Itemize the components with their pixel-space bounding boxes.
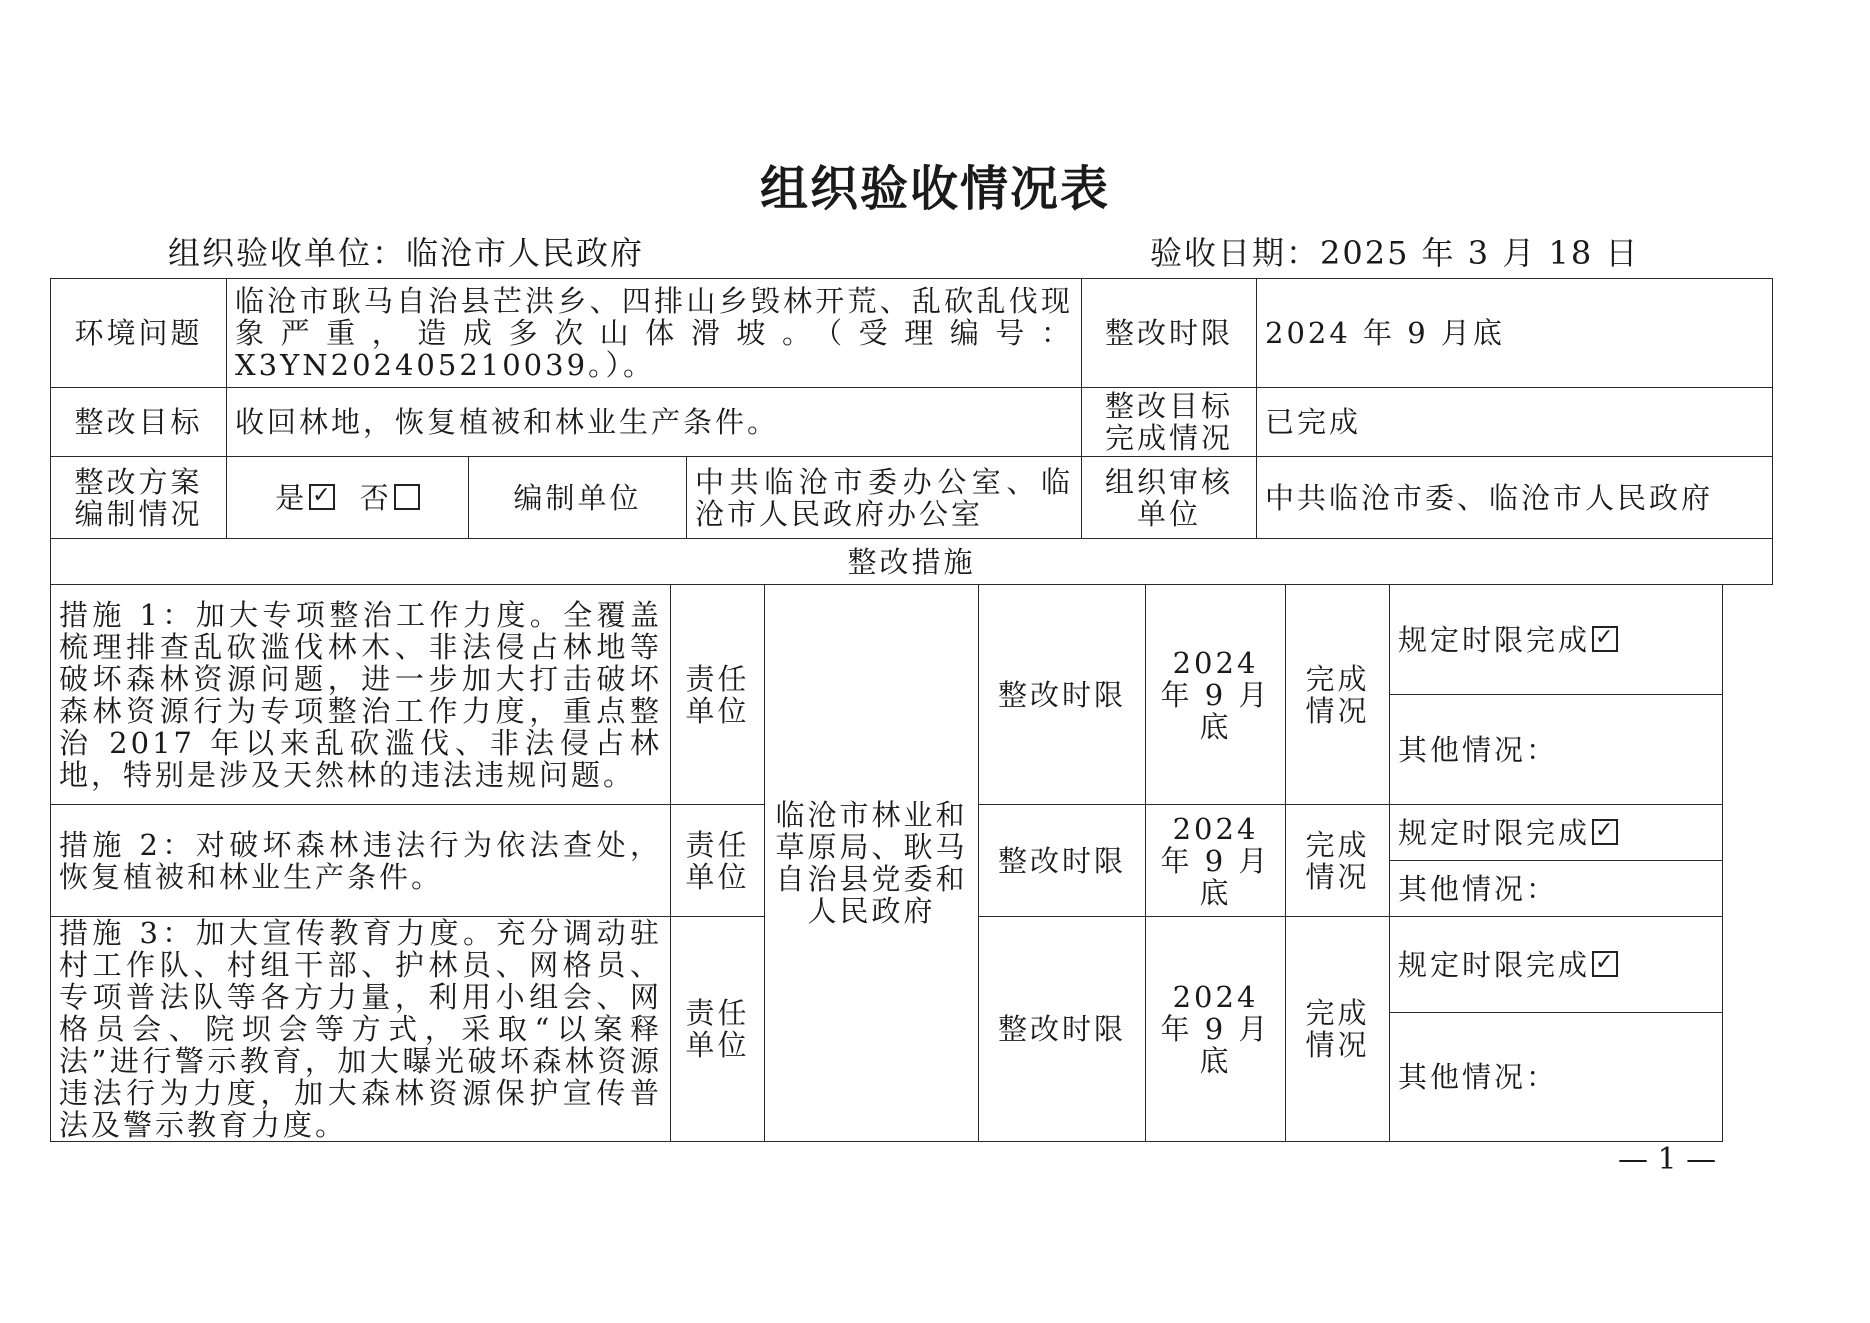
plan-org-label: 编制单位 — [469, 457, 687, 539]
acceptance-date: 验收日期：2025 年 3 月 18 日 — [1150, 234, 1640, 272]
plan-yes-label: 是 — [275, 480, 308, 515]
measure-resp-label: 责任单位 — [671, 585, 765, 805]
measure-text: 措施 2：对破坏森林违法行为依法查处，恢复植被和林业生产条件。 — [51, 805, 671, 917]
on-time-label: 规定时限完成 — [1398, 622, 1591, 657]
responsible-unit: 临沧市林业和草原局、耿马自治县党委和人民政府 — [765, 585, 979, 1142]
measure-text: 措施 1：加大专项整治工作力度。全覆盖梳理排查乱砍滥伐林木、非法侵占林地等破坏森林资源问题，进一步加大打击破坏森林资源行为专项整治工作力度，重点整治 2017 年以来乱砍滥伐、非法侵占林地，特别是涉及天然林的违法违规问题。 — [51, 585, 671, 805]
checkbox-checked-icon — [1592, 626, 1618, 652]
issue-deadline: 2024 年 9 月底 — [1257, 279, 1773, 388]
goal-status: 已完成 — [1257, 388, 1773, 457]
acceptance-unit: 组织验收单位：临沧市人民政府 — [168, 234, 645, 272]
goal-row — [51, 388, 1773, 457]
issue-row — [51, 279, 1773, 388]
on-time-label: 规定时限完成 — [1398, 947, 1591, 982]
checkbox-checked-icon — [1592, 951, 1618, 977]
goal-status-label: 整改目标完成情况 — [1082, 388, 1257, 457]
yes-checkbox-icon — [309, 484, 335, 510]
plan-review-label: 组织审核单位 — [1082, 457, 1257, 539]
issue-deadline-label: 整改时限 — [1082, 279, 1257, 388]
measure-status-label: 完成情况 — [1286, 805, 1390, 917]
page-title: 组织验收情况表 — [759, 161, 1110, 217]
measure-other: 其他情况： — [1390, 1013, 1723, 1142]
measures-header-row — [51, 539, 1773, 585]
measure-on-time — [1390, 917, 1723, 1013]
measure-resp-label: 责任单位 — [671, 917, 765, 1142]
on-time-label: 规定时限完成 — [1398, 815, 1591, 850]
measure-resp-label: 责任单位 — [671, 805, 765, 917]
measure-on-time — [1390, 585, 1723, 695]
issue-label: 环境问题 — [51, 279, 227, 388]
measure-deadline-label: 整改时限 — [979, 917, 1146, 1142]
plan-label: 整改方案编制情况 — [51, 457, 227, 539]
summary-table — [50, 278, 1773, 585]
measure-deadline: 2024 年 9 月底 — [1146, 805, 1286, 917]
issue-text: 临沧市耿马自治县芒洪乡、四排山乡毁林开荒、乱砍乱伐现象严重，造成多次山体滑坡。（受理编号：X3YN202405210039。）。 — [227, 279, 1082, 388]
plan-org: 中共临沧市委办公室、临沧市人民政府办公室 — [687, 457, 1082, 539]
measure-text: 措施 3：加大宣传教育力度。充分调动驻村工作队、村组干部、护林员、网格员、专项普法队等各方力量，利用小组会、网格员会、院坝会等方式，采取“以案释法”进行警示教育，加大曝光破坏森林资源违法行为力度，加大森林资源保护宣传普法及警示教育力度。 — [51, 917, 671, 1142]
measure-status-label: 完成情况 — [1286, 917, 1390, 1142]
no-checkbox-icon — [394, 484, 420, 510]
plan-review: 中共临沧市委、临沧市人民政府 — [1257, 457, 1773, 539]
measure-status-label: 完成情况 — [1286, 585, 1390, 805]
measure-deadline-label: 整改时限 — [979, 805, 1146, 917]
measure-other: 其他情况： — [1390, 695, 1723, 805]
goal-text: 收回林地，恢复植被和林业生产条件。 — [227, 388, 1082, 457]
plan-no-label: 否 — [359, 480, 392, 515]
measure-deadline: 2024 年 9 月底 — [1146, 917, 1286, 1142]
page-number: — 1 — — [1618, 1142, 1717, 1177]
plan-row — [51, 457, 1773, 539]
measures-header: 整改措施 — [51, 539, 1773, 585]
measure-deadline-label: 整改时限 — [979, 585, 1146, 805]
measure-other: 其他情况： — [1390, 861, 1723, 917]
measure-on-time — [1390, 805, 1723, 861]
plan-yes-no — [227, 457, 469, 539]
measures-table — [50, 584, 1723, 1142]
measure-row — [51, 585, 1723, 695]
measure-deadline: 2024 年 9 月底 — [1146, 585, 1286, 805]
goal-label: 整改目标 — [51, 388, 227, 457]
checkbox-checked-icon — [1592, 819, 1618, 845]
